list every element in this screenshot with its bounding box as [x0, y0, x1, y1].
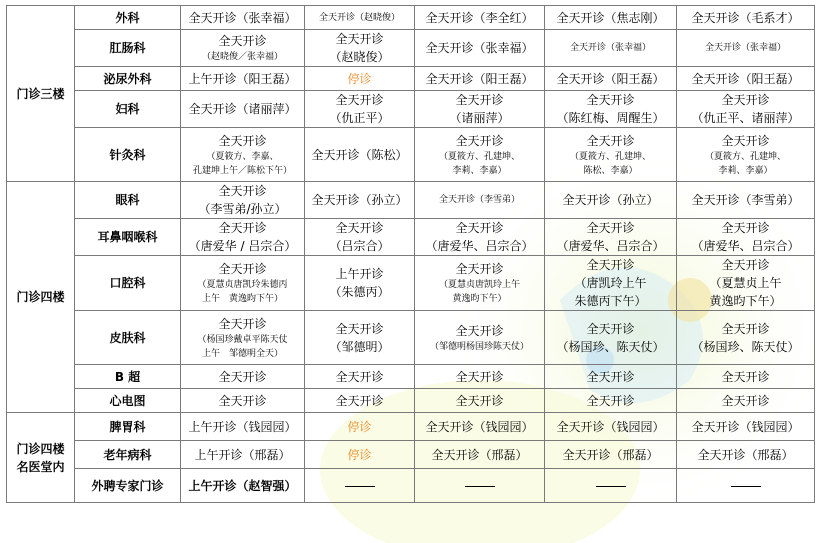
schedule-text: 上午开诊（邢磊） [194, 447, 291, 462]
schedule-cell [415, 365, 545, 389]
dash-mark [596, 486, 626, 487]
table-row [7, 30, 815, 67]
schedule-cell [677, 128, 815, 182]
schedule-text: 全天开诊（孙立） [562, 193, 659, 207]
department-name: 耳鼻咽喉科 [75, 219, 181, 256]
schedule-cell [545, 469, 677, 503]
department-name: 外聘专家门诊 [75, 469, 181, 503]
schedule-cell [545, 6, 677, 30]
schedule-cell [181, 91, 305, 128]
schedule-cell [545, 389, 677, 413]
schedule-text: 全天开诊 [218, 133, 267, 148]
schedule-text: 全天开诊 [721, 221, 770, 235]
schedule-text: 全天开诊 [586, 258, 635, 272]
schedule-cell [545, 30, 677, 67]
schedule-cell [677, 441, 815, 469]
schedule-text: 全天开诊 [586, 221, 635, 235]
schedule-text: 全天开诊（陈松） [311, 147, 408, 162]
schedule-cell [545, 365, 677, 389]
schedule-text: 全天开诊（毛系才） [691, 10, 800, 25]
schedule-cell [181, 389, 305, 413]
schedule-cell [677, 389, 815, 413]
schedule-text: 黄逸昀下午） [709, 294, 782, 308]
schedule-text: （邹德明） [329, 339, 390, 354]
schedule-text: （夏慧贞上午 [709, 276, 782, 290]
schedule-text: 全天开诊 [721, 258, 770, 272]
department-name: 心电图 [75, 389, 181, 413]
schedule-text: 全天开诊（钱园园） [425, 419, 534, 434]
schedule-text: 全天开诊 [335, 32, 384, 46]
table-row [7, 182, 815, 219]
schedule-cell [677, 182, 815, 219]
schedule-text: 全天开诊（阳王磊） [556, 71, 665, 86]
schedule-cell [305, 365, 415, 389]
schedule-text: 上午开诊 [335, 267, 384, 281]
schedule-text: （仇正平、诸丽萍） [691, 111, 800, 125]
department-name: 脾胃科 [75, 413, 181, 441]
closed-status: 停诊 [347, 71, 372, 86]
floor-label-expert [7, 413, 75, 503]
schedule-text: 全天开诊 [455, 133, 504, 148]
schedule-cell [305, 441, 415, 469]
schedule-text: 全天开诊 [586, 369, 635, 384]
table-row [7, 469, 815, 503]
schedule-text: 全天开诊 [721, 321, 770, 336]
department-name: 口腔科 [75, 256, 181, 311]
schedule-text: 全天开诊（邢磊） [431, 447, 528, 462]
schedule-text: （杨国珍戴卓平陈天仗 [197, 334, 288, 345]
schedule-cell [415, 389, 545, 413]
schedule-text: 上午开诊（阳王磊） [188, 71, 297, 86]
schedule-cell [181, 128, 305, 182]
schedule-cell [181, 441, 305, 469]
schedule-text: 全天开诊（阳王磊） [691, 71, 800, 86]
schedule-cell [305, 389, 415, 413]
schedule-cell [415, 256, 545, 311]
schedule-text: 全天开诊（张幸福） [188, 10, 297, 25]
floor-label-3f: 门诊三楼 [7, 6, 75, 182]
schedule-cell [305, 182, 415, 219]
schedule-text: 全天开诊（孙立） [311, 193, 408, 207]
schedule-text: 全天开诊（张幸福） [569, 43, 651, 53]
schedule-cell [545, 67, 677, 91]
schedule-cell [415, 128, 545, 182]
schedule-text: 全天开诊 [335, 393, 384, 408]
schedule-text: 全天开诊 [218, 34, 267, 48]
schedule-cell [545, 91, 677, 128]
schedule-cell [415, 441, 545, 469]
schedule-text: 陈松、李嘉） [583, 165, 638, 176]
department-name: 皮肤科 [75, 311, 181, 365]
schedule-text: 全天开诊 [455, 93, 504, 107]
schedule-cell [181, 311, 305, 365]
department-name: 老年病科 [75, 441, 181, 469]
schedule-cell [415, 219, 545, 256]
schedule-text: （杨国珍、陈天仗） [691, 339, 800, 354]
schedule-cell [677, 6, 815, 30]
schedule-cell [545, 311, 677, 365]
schedule-text: 全天开诊 [335, 369, 384, 384]
schedule-cell [305, 469, 415, 503]
schedule-cell [415, 413, 545, 441]
schedule-text: （邹德明杨国珍陈天仗） [429, 341, 529, 352]
schedule-cell [181, 413, 305, 441]
table-row [7, 441, 815, 469]
schedule-text: （李雪弟/孙立） [198, 202, 287, 216]
schedule-text: 全天开诊 [721, 393, 770, 408]
schedule-text: 全天开诊 [586, 393, 635, 408]
schedule-text: 全天开诊 [721, 369, 770, 384]
schedule-text: 全天开诊 [455, 262, 504, 276]
schedule-text: 全天开诊 [721, 93, 770, 107]
schedule-text: 黄逸昀下午） [452, 294, 507, 304]
schedule-text: 上午开诊（钱园园） [188, 419, 297, 434]
schedule-cell [545, 441, 677, 469]
schedule-text: （夏筱方、孔建坤、 [569, 151, 651, 162]
schedule-cell [181, 256, 305, 311]
floor-label-line: 名医堂内 [16, 459, 65, 474]
schedule-text: （夏筱方、孔建坤、 [704, 151, 786, 162]
schedule-cell [305, 30, 415, 67]
schedule-cell [545, 219, 677, 256]
schedule-text: 全天开诊 [218, 316, 267, 331]
schedule-text: 全天开诊（邢磊） [562, 447, 659, 462]
table-row [7, 128, 815, 182]
schedule-text: 全天开诊 [335, 221, 384, 235]
schedule-text: （唐爱华、吕宗合） [691, 239, 800, 253]
schedule-cell [415, 6, 545, 30]
department-name: 肛肠科 [75, 30, 181, 67]
schedule-text: （仇正平） [329, 111, 390, 125]
schedule-text: （赵晓俊／张幸福） [201, 52, 283, 62]
schedule-text: 全天开诊（钱园园） [691, 419, 800, 434]
schedule-text: （诸丽萍） [449, 111, 510, 125]
schedule-cell [545, 256, 677, 311]
schedule-cell [545, 128, 677, 182]
schedule-cell [677, 311, 815, 365]
schedule-cell [305, 413, 415, 441]
department-name: 妇科 [75, 91, 181, 128]
schedule-text: 全天开诊 [586, 133, 635, 148]
table-row [7, 413, 815, 441]
schedule-cell [677, 91, 815, 128]
schedule-text: 全天开诊（诸丽萍） [188, 102, 297, 116]
dash-mark [731, 486, 761, 487]
schedule-cell [181, 30, 305, 67]
schedule-cell [305, 219, 415, 256]
schedule-text: （夏筱方、孔建坤、 [438, 151, 520, 162]
schedule-text: 上午 黄逸昀下午） [201, 294, 283, 304]
schedule-text: 上午 邹德明全天） [201, 348, 283, 359]
schedule-text: 全天开诊（赵晓俊） [318, 12, 400, 23]
table-row [7, 67, 815, 91]
schedule-text: 全天开诊 [455, 323, 504, 338]
schedule-cell [181, 6, 305, 30]
schedule-text: （夏慧贞唐凯玲朱德丙 [197, 280, 288, 290]
schedule-text: 全天开诊（张幸福） [425, 41, 534, 55]
schedule-text: 全天开诊 [335, 93, 384, 107]
schedule-text: 李莉、李嘉） [718, 165, 773, 176]
schedule-cell [415, 182, 545, 219]
schedule-cell [181, 469, 305, 503]
department-name: 泌尿外科 [75, 67, 181, 91]
schedule-text: 全天开诊 [455, 393, 504, 408]
dash-mark [345, 486, 375, 487]
schedule-text: 朱德丙下午） [574, 294, 647, 308]
schedule-cell [677, 469, 815, 503]
schedule-text: （夏慧贞唐凯玲上午 [438, 280, 520, 290]
table-row [7, 389, 815, 413]
schedule-text: 全天开诊（焦志刚） [556, 10, 665, 25]
schedule-text: 全天开诊（李全红） [425, 10, 534, 25]
schedule-text: 全天开诊（张幸福） [704, 43, 786, 53]
schedule-text: （唐爱华、吕宗合） [556, 239, 665, 253]
schedule-cell [305, 67, 415, 91]
schedule-text: 孔建坤上午／陈松下午） [192, 165, 292, 176]
schedule-cell [415, 311, 545, 365]
floor-label-line: 门诊四楼 [16, 441, 65, 456]
closed-status: 停诊 [347, 419, 372, 434]
schedule-text: （唐凯玲上午 [574, 276, 647, 290]
department-name: 外科 [75, 6, 181, 30]
floor-label-4f: 门诊四楼 [7, 182, 75, 413]
schedule-text: （唐爱华 / 吕宗合） [188, 239, 297, 253]
schedule-text: （杨国珍、陈天仗） [556, 339, 665, 354]
table-row [7, 6, 815, 30]
schedule-text: 全天开诊（邢磊） [697, 447, 794, 462]
schedule-cell [181, 67, 305, 91]
schedule-text: 李莉、李嘉） [452, 165, 507, 176]
schedule-text: （夏筱方、李嘉、 [206, 151, 279, 162]
schedule-text: 全天开诊 [455, 221, 504, 235]
dash-mark [465, 486, 495, 487]
schedule-cell [181, 365, 305, 389]
schedule-text: 全天开诊（李雪弟） [438, 195, 520, 205]
table-row [7, 365, 815, 389]
schedule-cell [305, 256, 415, 311]
schedule-text: 全天开诊 [218, 369, 267, 384]
schedule-text: （赵晓俊） [329, 50, 390, 64]
schedule-text: （唐爱华、吕宗合） [425, 239, 534, 253]
schedule-cell [677, 365, 815, 389]
schedule-cell [415, 30, 545, 67]
department-name: B 超 [75, 365, 181, 389]
schedule-text: （吕宗合） [329, 239, 390, 253]
table-row [7, 311, 815, 365]
department-name: 眼科 [75, 182, 181, 219]
schedule-cell [305, 128, 415, 182]
schedule-text: 全天开诊（李雪弟） [691, 193, 800, 207]
table-row [7, 256, 815, 311]
schedule-cell [677, 219, 815, 256]
schedule-cell [305, 311, 415, 365]
schedule-cell [677, 413, 815, 441]
table-row [7, 91, 815, 128]
schedule-text: 全天开诊（阳王磊） [425, 71, 534, 86]
schedule-cell [545, 413, 677, 441]
schedule-cell [415, 91, 545, 128]
schedule-text: 上午开诊（赵智强） [188, 478, 297, 493]
schedule-cell [415, 469, 545, 503]
schedule-text: 全天开诊 [586, 321, 635, 336]
schedule-text: 全天开诊 [586, 93, 635, 107]
schedule-text: 全天开诊 [721, 133, 770, 148]
schedule-text: 全天开诊 [218, 221, 267, 235]
schedule-cell [545, 182, 677, 219]
schedule-text: （朱德丙） [329, 285, 390, 299]
schedule-cell [677, 30, 815, 67]
schedule-text: 全天开诊（钱园园） [556, 419, 665, 434]
schedule-cell [415, 67, 545, 91]
schedule-cell [677, 67, 815, 91]
schedule-cell [181, 219, 305, 256]
schedule-text: 全天开诊 [218, 393, 267, 408]
schedule-cell [181, 182, 305, 219]
schedule-text: 全天开诊 [335, 321, 384, 336]
outpatient-schedule-table [6, 5, 815, 503]
department-name: 针灸科 [75, 128, 181, 182]
schedule-text: （陈红梅、周醒生） [556, 111, 665, 125]
table-row [7, 219, 815, 256]
schedule-cell [305, 91, 415, 128]
schedule-cell [305, 6, 415, 30]
schedule-text: 全天开诊 [218, 262, 267, 276]
schedule-cell [677, 256, 815, 311]
closed-status: 停诊 [347, 447, 372, 462]
schedule-text: 全天开诊 [455, 369, 504, 384]
schedule-text: 全天开诊 [218, 184, 267, 198]
